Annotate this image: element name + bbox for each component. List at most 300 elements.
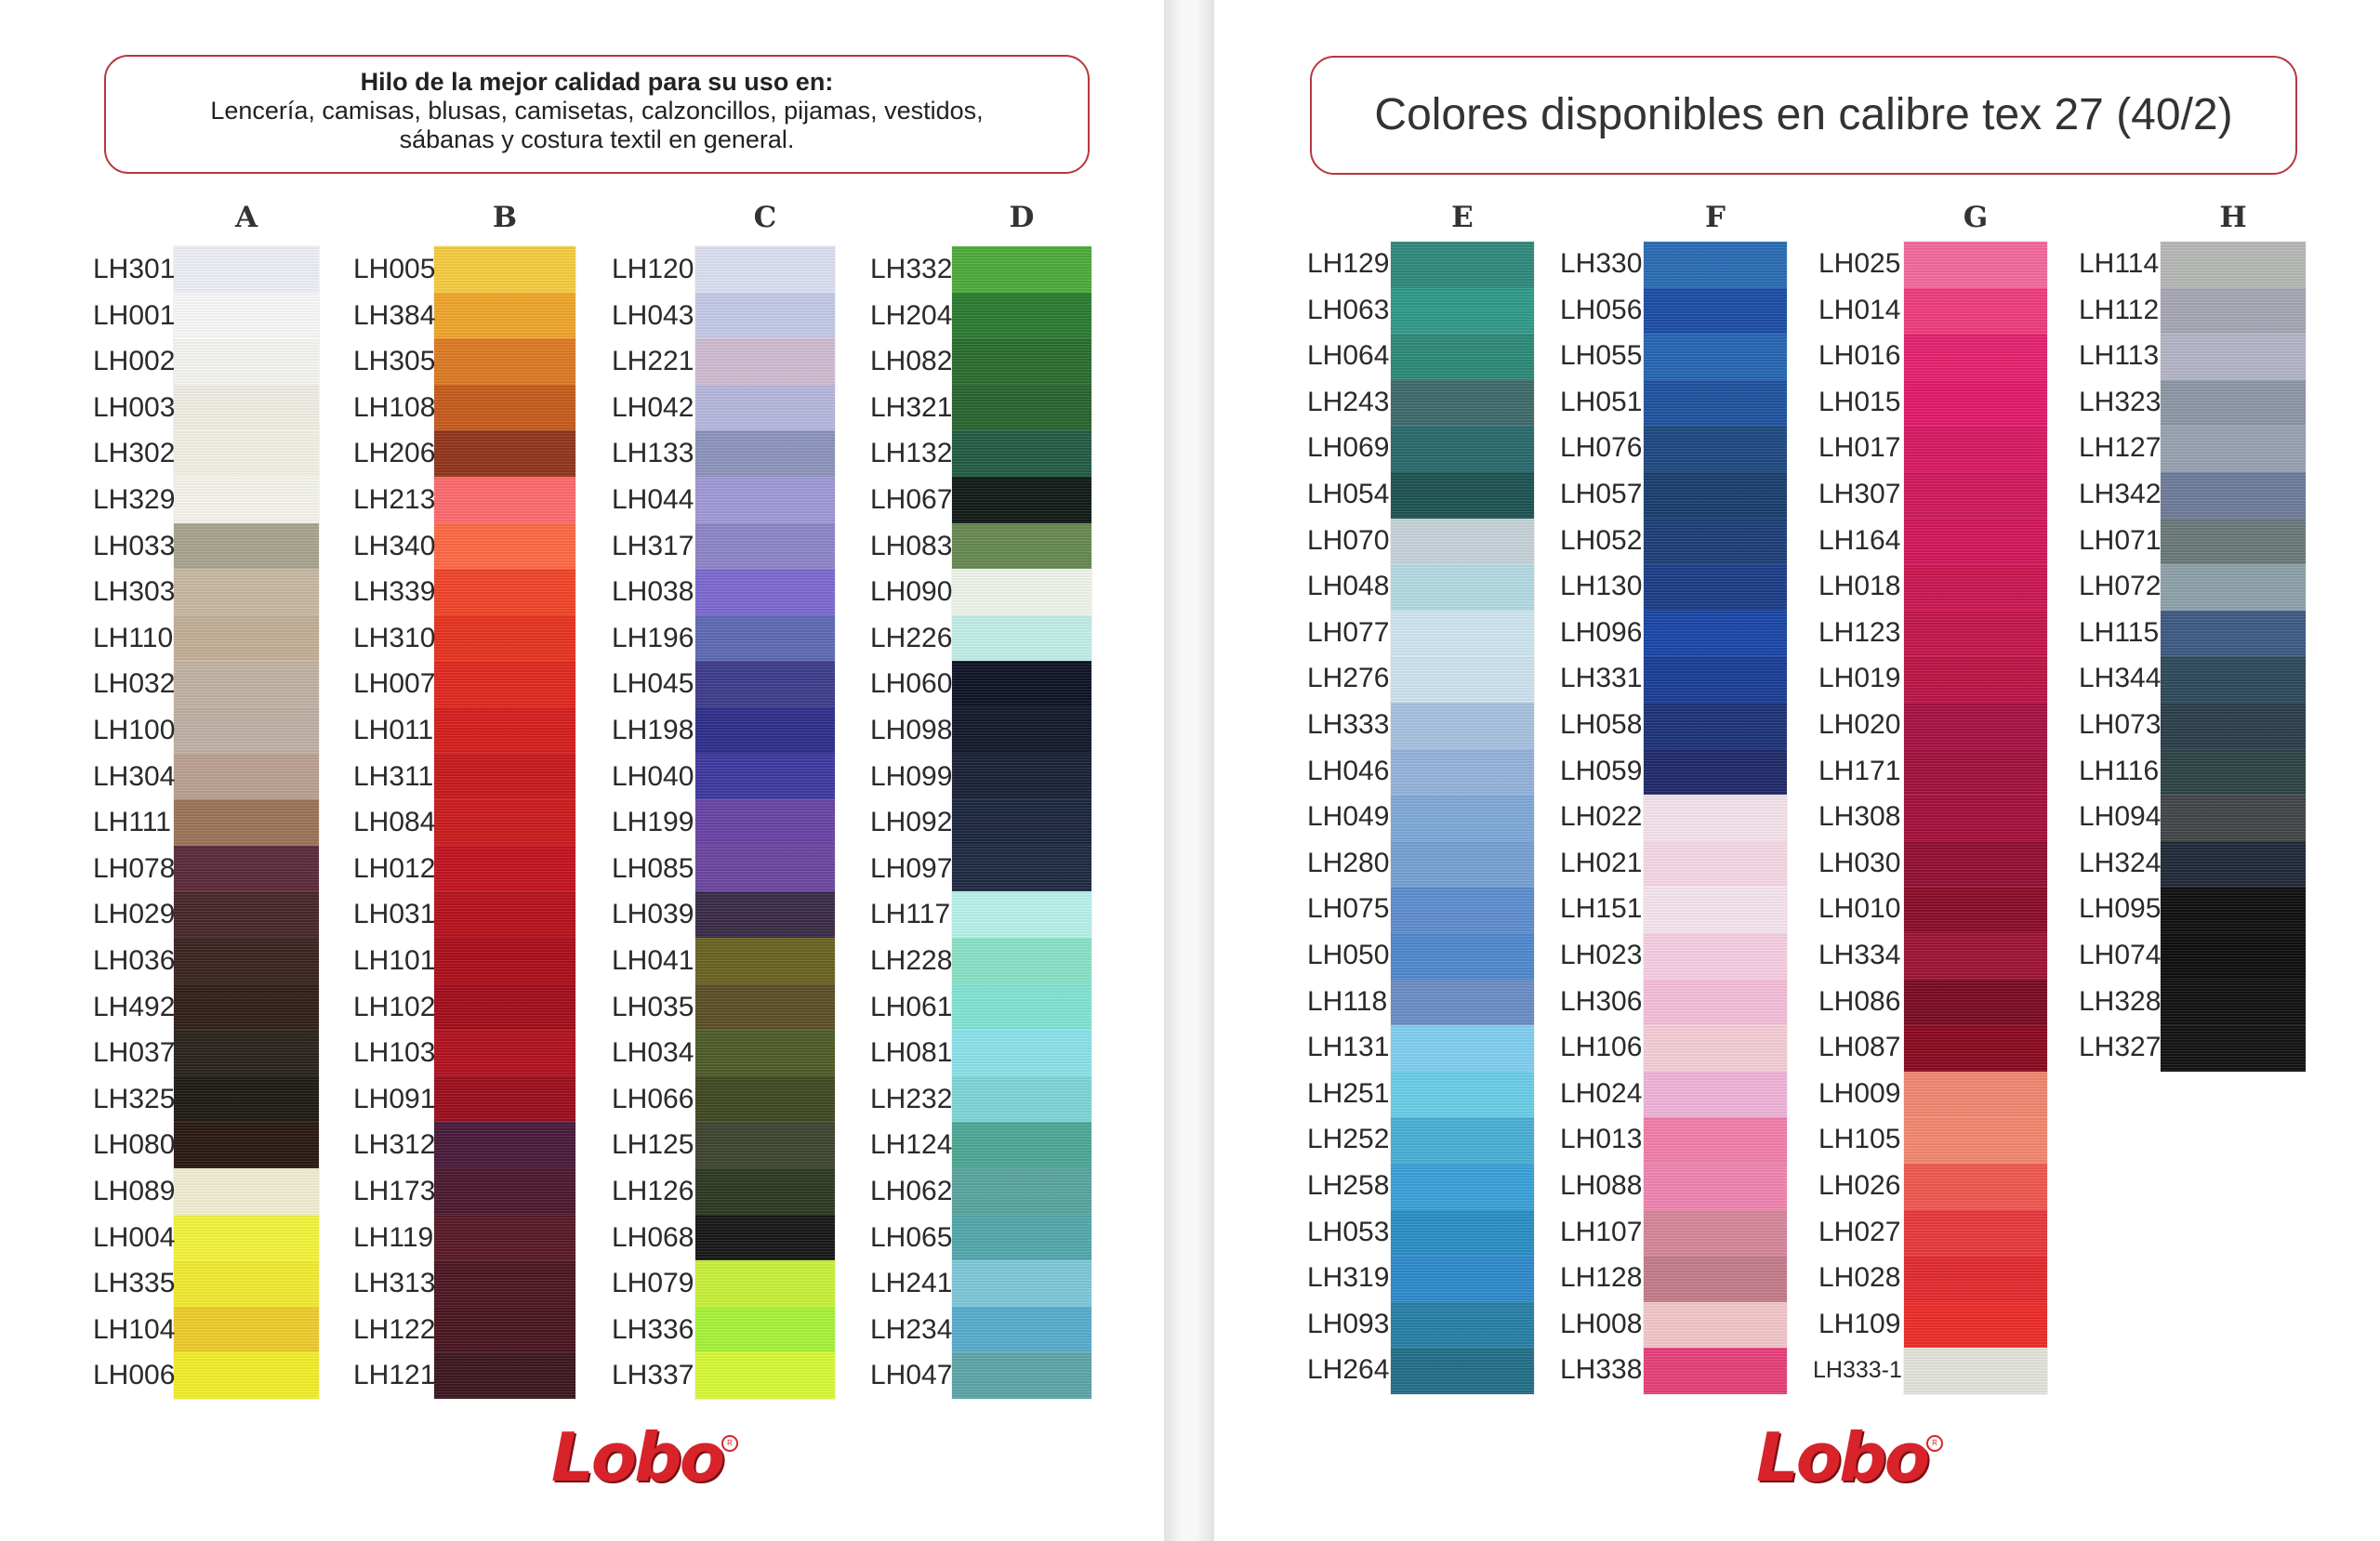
color-code-label: LH302 bbox=[93, 438, 176, 469]
color-code-label: LH109 bbox=[1818, 1308, 1901, 1339]
thread-swatch bbox=[1904, 841, 2047, 889]
thread-swatch bbox=[952, 477, 1091, 524]
swatch-column-f bbox=[1644, 242, 1787, 1394]
thread-swatch bbox=[952, 891, 1091, 939]
color-code-label: LH384 bbox=[353, 299, 436, 331]
color-code-label: LH014 bbox=[1818, 294, 1901, 325]
thread-swatch bbox=[695, 1122, 835, 1169]
color-code-label: LH226 bbox=[870, 622, 953, 653]
color-code-label: LH104 bbox=[93, 1313, 176, 1345]
color-code-label: LH036 bbox=[93, 945, 176, 976]
thread-swatch bbox=[174, 707, 319, 755]
thread-swatch bbox=[952, 523, 1091, 571]
thread-swatch bbox=[1391, 334, 1534, 381]
color-code-label: LH334 bbox=[1818, 940, 1901, 970]
color-code-label: LH082 bbox=[870, 346, 953, 377]
color-code-label: LH043 bbox=[612, 299, 694, 331]
thread-swatch bbox=[695, 984, 835, 1032]
color-code-label: LH100 bbox=[93, 715, 176, 745]
availability-header-title: Colores disponibles en calibre tex 27 (40/2) bbox=[1374, 90, 2233, 139]
color-code-label: LH305 bbox=[353, 346, 436, 377]
thread-swatch bbox=[2161, 380, 2306, 428]
color-code-label: LH093 bbox=[1307, 1308, 1390, 1339]
lobo-logo-text: Lobo bbox=[1755, 1418, 1928, 1496]
thread-swatch bbox=[1644, 242, 1787, 289]
thread-swatch bbox=[174, 477, 319, 524]
thread-swatch bbox=[2161, 611, 2306, 658]
color-code-label: LH074 bbox=[2079, 940, 2162, 970]
thread-swatch bbox=[1391, 1072, 1534, 1119]
color-code-label: LH243 bbox=[1307, 386, 1390, 417]
color-code-label: LH084 bbox=[353, 807, 436, 838]
column-letter-b: B bbox=[492, 201, 518, 234]
thread-swatch bbox=[434, 1168, 575, 1216]
color-code-label: LH133 bbox=[612, 438, 694, 469]
thread-swatch bbox=[1904, 980, 2047, 1027]
color-code-label: LH313 bbox=[353, 1268, 436, 1299]
thread-swatch bbox=[2161, 472, 2306, 520]
thread-swatch bbox=[695, 477, 835, 524]
color-code-label: LH071 bbox=[2079, 524, 2162, 556]
thread-swatch bbox=[174, 1076, 319, 1124]
thread-swatch bbox=[434, 338, 575, 386]
color-code-label: LH304 bbox=[93, 760, 176, 792]
color-code-label: LH151 bbox=[1560, 893, 1643, 925]
thread-swatch bbox=[1391, 1025, 1534, 1073]
color-code-label: LH009 bbox=[1818, 1077, 1901, 1109]
color-code-label: LH127 bbox=[2079, 432, 2162, 464]
swatch-column-e bbox=[1391, 242, 1534, 1394]
thread-swatch bbox=[434, 1260, 575, 1308]
thread-swatch bbox=[174, 569, 319, 616]
thread-swatch bbox=[434, 246, 575, 294]
thread-swatch bbox=[1644, 611, 1787, 658]
color-code-label: LH204 bbox=[870, 299, 953, 331]
registered-mark-icon: R bbox=[721, 1435, 738, 1452]
color-code-label: LH164 bbox=[1818, 524, 1901, 556]
color-code-label: LH213 bbox=[353, 484, 436, 515]
color-code-label: LH091 bbox=[353, 1083, 436, 1114]
color-code-label: LH006 bbox=[93, 1360, 176, 1391]
thread-swatch bbox=[1644, 980, 1787, 1027]
color-code-label: LH064 bbox=[1307, 340, 1390, 372]
thread-swatch bbox=[1644, 795, 1787, 842]
color-code-label: LH020 bbox=[1818, 709, 1901, 740]
color-code-label: LH280 bbox=[1307, 847, 1390, 878]
thread-swatch bbox=[1391, 519, 1534, 566]
thread-swatch bbox=[1904, 380, 2047, 428]
color-code-label: LH107 bbox=[1560, 1216, 1643, 1247]
color-code-label: LH028 bbox=[1818, 1262, 1901, 1294]
color-code-label: LH097 bbox=[870, 852, 953, 884]
color-code-label: LH016 bbox=[1818, 340, 1901, 372]
color-code-label: LH078 bbox=[93, 852, 176, 884]
color-code-label: LH095 bbox=[2079, 893, 2162, 925]
color-code-label: LH022 bbox=[1560, 801, 1643, 833]
thread-swatch bbox=[434, 661, 575, 708]
color-code-label: LH010 bbox=[1818, 893, 1901, 925]
thread-swatch bbox=[952, 246, 1091, 294]
color-code-label: LH060 bbox=[870, 668, 953, 700]
thread-swatch bbox=[1391, 611, 1534, 658]
color-code-label: LH054 bbox=[1307, 479, 1390, 509]
thread-swatch bbox=[1644, 1302, 1787, 1350]
thread-swatch bbox=[174, 430, 319, 478]
thread-swatch bbox=[1644, 656, 1787, 704]
color-code-label: LH221 bbox=[612, 346, 694, 377]
thread-swatch bbox=[1391, 1302, 1534, 1350]
color-code-label: LH319 bbox=[1307, 1262, 1390, 1294]
thread-swatch bbox=[1904, 564, 2047, 612]
thread-swatch bbox=[1904, 472, 2047, 520]
thread-swatch bbox=[2161, 795, 2306, 842]
thread-swatch bbox=[1904, 1117, 2047, 1165]
color-code-label: LH001 bbox=[93, 299, 176, 331]
column-letter-g: G bbox=[1963, 201, 1989, 234]
thread-swatch bbox=[1644, 1210, 1787, 1258]
thread-swatch bbox=[1391, 1210, 1534, 1258]
thread-swatch bbox=[1391, 933, 1534, 981]
color-code-label: LH023 bbox=[1560, 940, 1643, 970]
color-code-label: LH232 bbox=[870, 1083, 953, 1114]
color-code-label: LH052 bbox=[1560, 524, 1643, 556]
color-code-label: LH329 bbox=[93, 484, 176, 515]
color-code-label: LH083 bbox=[870, 530, 953, 561]
thread-swatch bbox=[434, 569, 575, 616]
color-code-label: LH492 bbox=[93, 991, 176, 1022]
color-code-label: LH063 bbox=[1307, 294, 1390, 325]
color-code-label: LH264 bbox=[1307, 1354, 1390, 1386]
color-code-label: LH114 bbox=[2079, 248, 2160, 279]
color-code-label: LH049 bbox=[1307, 801, 1390, 833]
color-code-label: LH123 bbox=[1818, 616, 1901, 648]
thread-swatch bbox=[1391, 749, 1534, 797]
color-code-label: LH002 bbox=[93, 346, 176, 377]
column-letter-f: F bbox=[1704, 201, 1726, 234]
color-code-label: LH075 bbox=[1307, 893, 1390, 925]
thread-swatch bbox=[952, 1307, 1091, 1354]
color-code-label: LH306 bbox=[1560, 985, 1643, 1017]
color-code-label: LH337 bbox=[612, 1360, 694, 1391]
thread-swatch bbox=[1904, 1348, 2047, 1394]
thread-swatch bbox=[695, 754, 835, 801]
thread-swatch bbox=[952, 1122, 1091, 1169]
color-code-label: LH035 bbox=[612, 991, 694, 1022]
color-code-label: LH129 bbox=[1307, 248, 1390, 279]
color-code-label: LH342 bbox=[2079, 479, 2162, 509]
thread-swatch bbox=[1391, 1117, 1534, 1165]
color-code-label: LH310 bbox=[353, 622, 436, 653]
thread-swatch bbox=[695, 615, 835, 663]
color-code-label: LH241 bbox=[870, 1268, 953, 1299]
thread-swatch bbox=[1391, 841, 1534, 889]
color-code-label: LH094 bbox=[2079, 801, 2162, 833]
thread-swatch bbox=[952, 754, 1091, 801]
thread-swatch bbox=[1644, 288, 1787, 336]
thread-swatch bbox=[1904, 1025, 2047, 1073]
color-code-label: LH032 bbox=[93, 668, 176, 700]
color-code-label: LH066 bbox=[612, 1083, 694, 1114]
thread-swatch bbox=[174, 1260, 319, 1308]
color-code-label: LH007 bbox=[353, 668, 436, 700]
color-code-label: LH307 bbox=[1818, 479, 1901, 509]
thread-swatch bbox=[695, 1030, 835, 1077]
color-code-label: LH056 bbox=[1560, 294, 1643, 325]
thread-swatch bbox=[952, 1168, 1091, 1216]
thread-swatch bbox=[952, 1076, 1091, 1124]
thread-swatch bbox=[1644, 426, 1787, 473]
thread-swatch bbox=[2161, 933, 2306, 981]
thread-swatch bbox=[174, 338, 319, 386]
color-code-label: LH033 bbox=[93, 530, 176, 561]
swatch-column-b bbox=[434, 246, 575, 1399]
color-code-label: LH122 bbox=[353, 1313, 436, 1345]
swatch-column-h bbox=[2161, 242, 2306, 1072]
color-code-label: LH080 bbox=[93, 1129, 176, 1161]
color-code-label: LH312 bbox=[353, 1129, 436, 1161]
color-code-label: LH041 bbox=[612, 945, 694, 976]
color-code-label: LH206 bbox=[353, 438, 436, 469]
thread-swatch bbox=[1904, 887, 2047, 934]
thread-swatch bbox=[2161, 288, 2306, 336]
thread-swatch bbox=[1904, 519, 2047, 566]
page-gutter bbox=[1164, 0, 1214, 1541]
thread-swatch bbox=[434, 477, 575, 524]
thread-swatch bbox=[174, 938, 319, 985]
thread-swatch bbox=[1904, 795, 2047, 842]
thread-swatch bbox=[952, 938, 1091, 985]
color-code-label: LH131 bbox=[1307, 1032, 1390, 1063]
thread-swatch bbox=[952, 984, 1091, 1032]
color-code-label: LH333 bbox=[1307, 709, 1390, 740]
thread-swatch bbox=[1904, 703, 2047, 750]
thread-swatch bbox=[174, 661, 319, 708]
color-code-label: LH087 bbox=[1818, 1032, 1901, 1063]
color-code-label: LH067 bbox=[870, 484, 953, 515]
thread-swatch bbox=[1644, 703, 1787, 750]
color-code-label: LH026 bbox=[1818, 1170, 1901, 1201]
color-code-label: LH085 bbox=[612, 852, 694, 884]
thread-swatch bbox=[1644, 1117, 1787, 1165]
color-code-label: LH057 bbox=[1560, 479, 1643, 509]
thread-swatch bbox=[434, 430, 575, 478]
thread-swatch bbox=[952, 707, 1091, 755]
thread-swatch bbox=[952, 1260, 1091, 1308]
color-code-label: LH199 bbox=[612, 807, 694, 838]
color-code-label: LH073 bbox=[2079, 709, 2162, 740]
thread-swatch bbox=[695, 523, 835, 571]
color-code-label: LH046 bbox=[1307, 755, 1390, 786]
thread-swatch bbox=[695, 385, 835, 432]
color-code-label: LH228 bbox=[870, 945, 953, 976]
usage-header-line: Lencería, camisas, blusas, camisetas, calzoncillos, pijamas, vestidos, bbox=[210, 97, 984, 125]
color-code-label: LH196 bbox=[612, 622, 694, 653]
color-code-label: LH331 bbox=[1560, 663, 1643, 694]
thread-swatch bbox=[1391, 380, 1534, 428]
thread-swatch bbox=[2161, 564, 2306, 612]
color-code-label: LH050 bbox=[1307, 940, 1390, 970]
thread-swatch bbox=[174, 246, 319, 294]
thread-swatch bbox=[2161, 242, 2306, 289]
thread-swatch bbox=[1644, 887, 1787, 934]
color-code-label: LH098 bbox=[870, 715, 953, 745]
thread-swatch bbox=[1644, 1072, 1787, 1119]
color-code-label: LH325 bbox=[93, 1083, 176, 1114]
thread-swatch bbox=[1391, 288, 1534, 336]
thread-swatch bbox=[174, 1215, 319, 1262]
color-code-label: LH173 bbox=[353, 1176, 436, 1206]
column-letter-h: H bbox=[2219, 201, 2247, 234]
color-code-label: LH012 bbox=[353, 852, 436, 884]
thread-swatch bbox=[434, 615, 575, 663]
color-code-label: LH333-1 bbox=[1813, 1357, 1902, 1384]
color-code-label: LH038 bbox=[612, 576, 694, 608]
color-code-label: LH108 bbox=[353, 391, 436, 423]
color-code-label: LH321 bbox=[870, 391, 953, 423]
color-code-label: LH344 bbox=[2079, 663, 2162, 694]
color-code-label: LH024 bbox=[1560, 1077, 1643, 1109]
thread-swatch bbox=[952, 338, 1091, 386]
thread-swatch bbox=[952, 569, 1091, 616]
thread-swatch bbox=[695, 1076, 835, 1124]
thread-swatch bbox=[174, 615, 319, 663]
thread-swatch bbox=[1904, 242, 2047, 289]
color-code-label: LH065 bbox=[870, 1221, 953, 1253]
color-code-label: LH040 bbox=[612, 760, 694, 792]
color-code-label: LH025 bbox=[1818, 248, 1901, 279]
thread-swatch bbox=[952, 1352, 1091, 1399]
color-code-label: LH311 bbox=[353, 760, 434, 792]
color-code-label: LH303 bbox=[93, 576, 176, 608]
color-code-label: LH044 bbox=[612, 484, 694, 515]
thread-swatch bbox=[434, 938, 575, 985]
color-code-label: LH079 bbox=[612, 1268, 694, 1299]
thread-swatch bbox=[1904, 1302, 2047, 1350]
color-code-label: LH096 bbox=[1560, 616, 1643, 648]
thread-swatch bbox=[695, 1307, 835, 1354]
thread-swatch bbox=[1904, 1210, 2047, 1258]
column-letter-d: D bbox=[1009, 201, 1035, 234]
thread-swatch bbox=[1644, 380, 1787, 428]
color-code-label: LH003 bbox=[93, 391, 176, 423]
thread-swatch bbox=[1644, 564, 1787, 612]
thread-swatch bbox=[952, 385, 1091, 432]
lobo-logo bbox=[530, 1418, 744, 1496]
thread-swatch bbox=[2161, 1025, 2306, 1072]
thread-swatch bbox=[2161, 749, 2306, 797]
thread-swatch bbox=[952, 799, 1091, 847]
thread-swatch bbox=[1644, 1164, 1787, 1211]
thread-swatch bbox=[2161, 887, 2306, 934]
thread-swatch bbox=[1644, 1256, 1787, 1303]
thread-swatch bbox=[1391, 1256, 1534, 1303]
thread-swatch bbox=[952, 293, 1091, 340]
color-code-label: LH121 bbox=[353, 1360, 436, 1391]
thread-swatch bbox=[1904, 1256, 2047, 1303]
swatch-column-d bbox=[952, 246, 1091, 1399]
color-code-label: LH027 bbox=[1818, 1216, 1901, 1247]
color-code-label: LH039 bbox=[612, 899, 694, 930]
thread-swatch bbox=[1391, 564, 1534, 612]
color-code-label: LH251 bbox=[1307, 1077, 1390, 1109]
thread-swatch bbox=[434, 523, 575, 571]
usage-header-title: Hilo de la mejor calidad para su uso en: bbox=[360, 68, 834, 96]
thread-swatch bbox=[434, 846, 575, 893]
color-code-label: LH132 bbox=[870, 438, 953, 469]
color-code-label: LH120 bbox=[612, 254, 694, 284]
color-code-label: LH053 bbox=[1307, 1216, 1390, 1247]
thread-swatch bbox=[1644, 1025, 1787, 1073]
color-code-label: LH059 bbox=[1560, 755, 1643, 786]
color-code-label: LH090 bbox=[870, 576, 953, 608]
thread-swatch bbox=[1904, 933, 2047, 981]
thread-swatch bbox=[1904, 426, 2047, 473]
thread-swatch bbox=[1391, 1348, 1534, 1394]
color-code-label: LH117 bbox=[870, 899, 951, 930]
color-code-label: LH330 bbox=[1560, 248, 1643, 279]
thread-swatch bbox=[1391, 1164, 1534, 1211]
thread-swatch bbox=[952, 430, 1091, 478]
color-code-label: LH048 bbox=[1307, 571, 1390, 602]
color-code-label: LH335 bbox=[93, 1268, 176, 1299]
color-code-label: LH198 bbox=[612, 715, 694, 745]
usage-header-line: sábanas y costura textil en general. bbox=[399, 125, 795, 153]
column-letter-c: C bbox=[753, 201, 777, 234]
color-code-label: LH118 bbox=[1307, 985, 1388, 1017]
color-code-label: LH013 bbox=[1560, 1124, 1643, 1155]
color-code-label: LH115 bbox=[2079, 616, 2160, 648]
thread-swatch bbox=[695, 569, 835, 616]
usage-header-box bbox=[104, 55, 1090, 174]
thread-swatch bbox=[695, 938, 835, 985]
thread-swatch bbox=[174, 891, 319, 939]
color-code-label: LH030 bbox=[1818, 847, 1901, 878]
thread-swatch bbox=[1904, 1164, 2047, 1211]
thread-swatch bbox=[174, 385, 319, 432]
thread-swatch bbox=[695, 246, 835, 294]
thread-swatch bbox=[2161, 980, 2306, 1027]
thread-swatch bbox=[952, 661, 1091, 708]
color-code-label: LH128 bbox=[1560, 1262, 1643, 1294]
color-code-label: LH336 bbox=[612, 1313, 694, 1345]
color-code-label: LH328 bbox=[2079, 985, 2162, 1017]
color-code-label: LH116 bbox=[2079, 755, 2160, 786]
thread-swatch bbox=[695, 1168, 835, 1216]
thread-swatch bbox=[695, 430, 835, 478]
registered-mark-icon: R bbox=[1926, 1435, 1943, 1452]
thread-swatch bbox=[1644, 841, 1787, 889]
color-code-label: LH101 bbox=[353, 945, 436, 976]
thread-swatch bbox=[174, 293, 319, 340]
color-code-label: LH061 bbox=[870, 991, 953, 1022]
color-code-label: LH258 bbox=[1307, 1170, 1390, 1201]
swatch-column-c bbox=[695, 246, 835, 1399]
thread-swatch bbox=[695, 1352, 835, 1399]
thread-swatch bbox=[1644, 749, 1787, 797]
thread-swatch bbox=[174, 523, 319, 571]
color-code-label: LH119 bbox=[353, 1221, 434, 1253]
color-code-label: LH111 bbox=[93, 807, 171, 838]
thread-swatch bbox=[174, 1168, 319, 1216]
lobo-logo-text: Lobo bbox=[550, 1418, 723, 1496]
thread-swatch bbox=[174, 1352, 319, 1399]
thread-swatch bbox=[2161, 656, 2306, 704]
thread-swatch bbox=[1391, 703, 1534, 750]
thread-swatch bbox=[1904, 656, 2047, 704]
thread-swatch bbox=[695, 799, 835, 847]
thread-swatch bbox=[174, 754, 319, 801]
thread-swatch bbox=[2161, 703, 2306, 750]
